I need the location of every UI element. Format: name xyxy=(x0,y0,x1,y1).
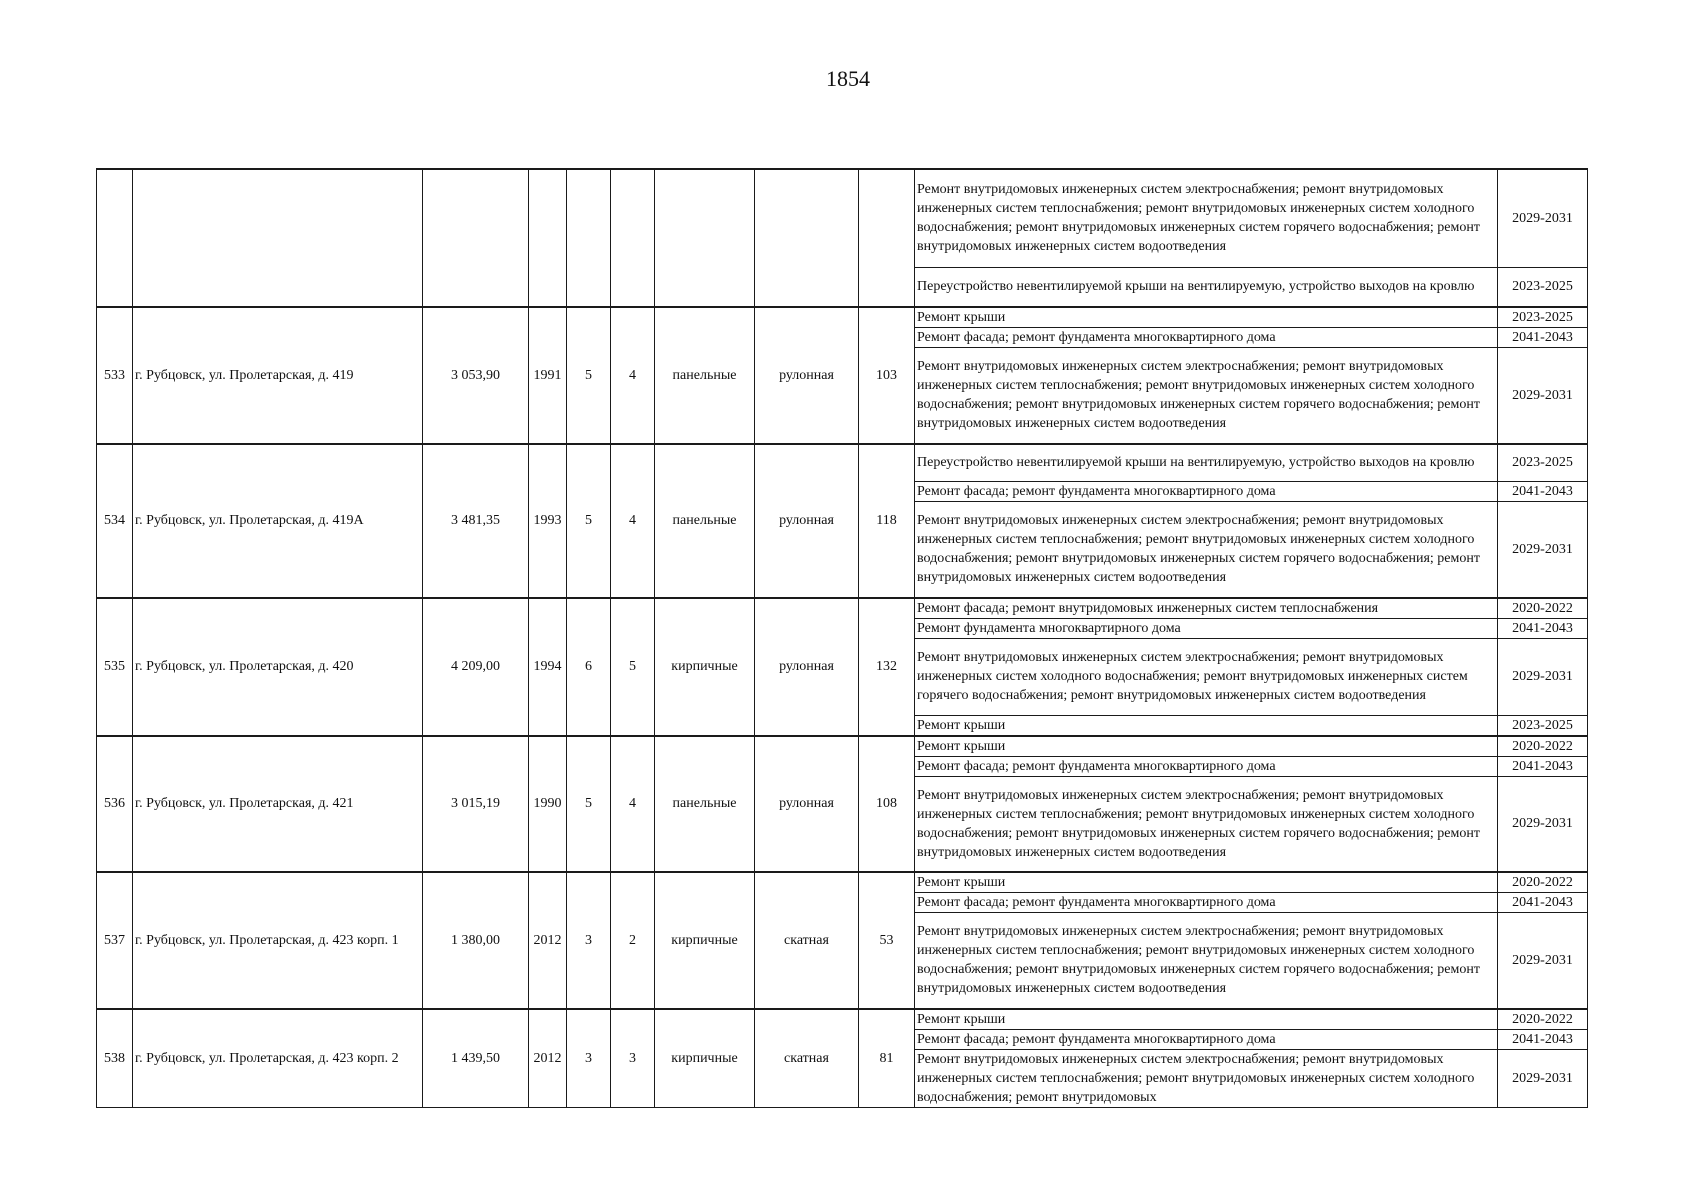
building-residents: 132 xyxy=(859,598,915,736)
building-residents: 103 xyxy=(859,307,915,444)
building-address: г. Рубцовск, ул. Пролетарская, д. 423 корп. 2 xyxy=(133,1009,423,1108)
work-cell: Ремонт фасада; ремонт фундамента многоквартирного дома xyxy=(915,482,1498,502)
building-address: г. Рубцовск, ул. Пролетарская, д. 423 корп. 1 xyxy=(133,872,423,1009)
building-area: 1 380,00 xyxy=(423,872,529,1009)
floors-cell xyxy=(567,169,611,307)
building-roof-type: рулонная xyxy=(755,307,859,444)
building-roof-type: рулонная xyxy=(755,736,859,873)
table-row xyxy=(97,736,1588,757)
work-cell: Ремонт внутридомовых инженерных систем электроснабжения; ремонт внутридомовых инженерных систем теплоснабжения; ремонт внутридомовых инженерных систем холодного водоснабжения; ремонт внутридомовых инженерных систем горячего водоснабжения; ремонт внутридомовых инженерных систем водоотведения xyxy=(915,913,1498,1009)
num-cell xyxy=(97,169,133,307)
work-cell: Ремонт внутридомовых инженерных систем электроснабжения; ремонт внутридомовых инженерных систем теплоснабжения; ремонт внутридомовых инженерных систем холодного водоснабжения; ремонт внутридомовых инженерных систем горячего водоснабжения; ремонт внутридомовых инженерных систем водоотведения xyxy=(915,776,1498,872)
building-number: 536 xyxy=(97,736,133,873)
period-cell: 2020-2022 xyxy=(1498,598,1588,619)
building-entrances: 4 xyxy=(611,307,655,444)
building-block xyxy=(97,598,1588,736)
work-cell: Переустройство невентилируемой крыши на вентилируемую, устройство выходов на кровлю xyxy=(915,267,1498,307)
period-cell: 2029-2031 xyxy=(1498,913,1588,1009)
building-wall-material: панельные xyxy=(655,307,755,444)
work-cell: Ремонт внутридомовых инженерных систем электроснабжения; ремонт внутридомовых инженерных систем теплоснабжения; ремонт внутридомовых инженерных систем холодного водоснабжения; ремонт внутридомовых инженерных систем горячего водоснабжения; ремонт внутридомовых инженерных систем водоотведения xyxy=(915,348,1498,444)
building-roof-type: скатная xyxy=(755,1009,859,1108)
period-cell: 2041-2043 xyxy=(1498,482,1588,502)
wall-material-cell xyxy=(655,169,755,307)
building-wall-material: кирпичные xyxy=(655,872,755,1009)
area-cell xyxy=(423,169,529,307)
building-roof-type: рулонная xyxy=(755,598,859,736)
work-cell: Ремонт фасада; ремонт фундамента многоквартирного дома xyxy=(915,328,1498,348)
building-year: 1991 xyxy=(529,307,567,444)
building-roof-type: скатная xyxy=(755,872,859,1009)
work-cell: Ремонт фундамента многоквартирного дома xyxy=(915,618,1498,638)
building-floors: 3 xyxy=(567,872,611,1009)
work-cell: Ремонт крыши xyxy=(915,1009,1498,1030)
work-cell: Ремонт внутридомовых инженерных систем электроснабжения; ремонт внутридомовых инженерных систем теплоснабжения; ремонт внутридомовых инженерных систем холодного водоснабжения; ремонт внутридомовых инженерных систем горячего водоснабжения; ремонт внутридомовых инженерных систем водоотведения xyxy=(915,169,1498,267)
building-year: 2012 xyxy=(529,872,567,1009)
building-area: 1 439,50 xyxy=(423,1009,529,1108)
building-address: г. Рубцовск, ул. Пролетарская, д. 419 xyxy=(133,307,423,444)
period-cell: 2020-2022 xyxy=(1498,1009,1588,1030)
building-area: 3 053,90 xyxy=(423,307,529,444)
work-cell: Ремонт внутридомовых инженерных систем электроснабжения; ремонт внутридомовых инженерных систем холодного водоснабжения; ремонт внутридомовых инженерных систем горячего водоснабжения; ремонт внутридомовых инженерных систем водоотведения xyxy=(915,638,1498,715)
work-cell: Ремонт фасада; ремонт фундамента многоквартирного дома xyxy=(915,893,1498,913)
building-floors: 5 xyxy=(567,444,611,598)
work-cell: Ремонт крыши xyxy=(915,872,1498,893)
building-floors: 6 xyxy=(567,598,611,736)
building-floors: 5 xyxy=(567,736,611,873)
period-cell: 2029-2031 xyxy=(1498,1049,1588,1107)
period-cell: 2023-2025 xyxy=(1498,715,1588,736)
roof-type-cell xyxy=(755,169,859,307)
work-cell: Ремонт фасада; ремонт фундамента многоквартирного дома xyxy=(915,756,1498,776)
building-year: 2012 xyxy=(529,1009,567,1108)
table-row xyxy=(97,872,1588,893)
period-cell: 2029-2031 xyxy=(1498,348,1588,444)
work-cell: Ремонт крыши xyxy=(915,307,1498,328)
building-area: 4 209,00 xyxy=(423,598,529,736)
building-number: 534 xyxy=(97,444,133,598)
work-cell: Ремонт фасада; ремонт фундамента многоквартирного дома xyxy=(915,1029,1498,1049)
period-cell: 2020-2022 xyxy=(1498,736,1588,757)
building-wall-material: кирпичные xyxy=(655,1009,755,1108)
building-roof-type: рулонная xyxy=(755,444,859,598)
building-area: 3 015,19 xyxy=(423,736,529,873)
entrances-cell xyxy=(611,169,655,307)
building-entrances: 4 xyxy=(611,736,655,873)
building-residents: 81 xyxy=(859,1009,915,1108)
period-cell: 2029-2031 xyxy=(1498,776,1588,872)
building-entrances: 5 xyxy=(611,598,655,736)
building-residents: 118 xyxy=(859,444,915,598)
continuation-block xyxy=(97,169,1588,307)
period-cell: 2023-2025 xyxy=(1498,267,1588,307)
period-cell: 2020-2022 xyxy=(1498,872,1588,893)
period-cell: 2041-2043 xyxy=(1498,756,1588,776)
work-cell: Ремонт фасада; ремонт внутридомовых инженерных систем теплоснабжения xyxy=(915,598,1498,619)
building-year: 1990 xyxy=(529,736,567,873)
period-cell: 2029-2031 xyxy=(1498,502,1588,598)
building-year: 1993 xyxy=(529,444,567,598)
period-cell: 2023-2025 xyxy=(1498,444,1588,482)
building-floors: 5 xyxy=(567,307,611,444)
building-entrances: 4 xyxy=(611,444,655,598)
period-cell: 2041-2043 xyxy=(1498,893,1588,913)
building-year: 1994 xyxy=(529,598,567,736)
work-cell: Ремонт внутридомовых инженерных систем электроснабжения; ремонт внутридомовых инженерных систем теплоснабжения; ремонт внутридомовых инженерных систем холодного водоснабжения; ремонт внутридомовых инженерных систем горячего водоснабжения; ремонт внутридомовых инженерных систем водоотведения xyxy=(915,502,1498,598)
year-cell xyxy=(529,169,567,307)
page-number: 1854 xyxy=(826,66,870,91)
building-residents: 108 xyxy=(859,736,915,873)
building-block xyxy=(97,736,1588,873)
work-cell: Ремонт крыши xyxy=(915,736,1498,757)
table-row xyxy=(97,169,1588,267)
building-wall-material: панельные xyxy=(655,444,755,598)
table-row xyxy=(97,444,1588,482)
building-number: 535 xyxy=(97,598,133,736)
building-number: 538 xyxy=(97,1009,133,1108)
building-number: 537 xyxy=(97,872,133,1009)
building-address: г. Рубцовск, ул. Пролетарская, д. 421 xyxy=(133,736,423,873)
period-cell: 2041-2043 xyxy=(1498,618,1588,638)
table-row xyxy=(97,307,1588,328)
period-cell: 2023-2025 xyxy=(1498,307,1588,328)
building-address: г. Рубцовск, ул. Пролетарская, д. 420 xyxy=(133,598,423,736)
building-residents: 53 xyxy=(859,872,915,1009)
building-wall-material: кирпичные xyxy=(655,598,755,736)
work-cell: Переустройство невентилируемой крыши на вентилируемую, устройство выходов на кровлю xyxy=(915,444,1498,482)
work-cell: Ремонт внутридомовых инженерных систем электроснабжения; ремонт внутридомовых инженерных систем теплоснабжения; ремонт внутридомовых инженерных систем холодного водоснабжения; ремонт внутридомовых xyxy=(915,1049,1498,1107)
building-block xyxy=(97,872,1588,1009)
building-area: 3 481,35 xyxy=(423,444,529,598)
building-entrances: 2 xyxy=(611,872,655,1009)
building-floors: 3 xyxy=(567,1009,611,1108)
period-cell: 2041-2043 xyxy=(1498,1029,1588,1049)
capital-repair-table xyxy=(96,168,1588,1108)
period-cell: 2029-2031 xyxy=(1498,638,1588,715)
period-cell: 2041-2043 xyxy=(1498,328,1588,348)
building-block xyxy=(97,307,1588,444)
address-cell xyxy=(133,169,423,307)
work-cell: Ремонт крыши xyxy=(915,715,1498,736)
building-address: г. Рубцовск, ул. Пролетарская, д. 419А xyxy=(133,444,423,598)
building-block xyxy=(97,444,1588,598)
building-wall-material: панельные xyxy=(655,736,755,873)
table-row xyxy=(97,598,1588,619)
period-cell: 2029-2031 xyxy=(1498,169,1588,267)
building-entrances: 3 xyxy=(611,1009,655,1108)
table-row xyxy=(97,1009,1588,1030)
building-number: 533 xyxy=(97,307,133,444)
residents-cell xyxy=(859,169,915,307)
building-block xyxy=(97,1009,1588,1108)
